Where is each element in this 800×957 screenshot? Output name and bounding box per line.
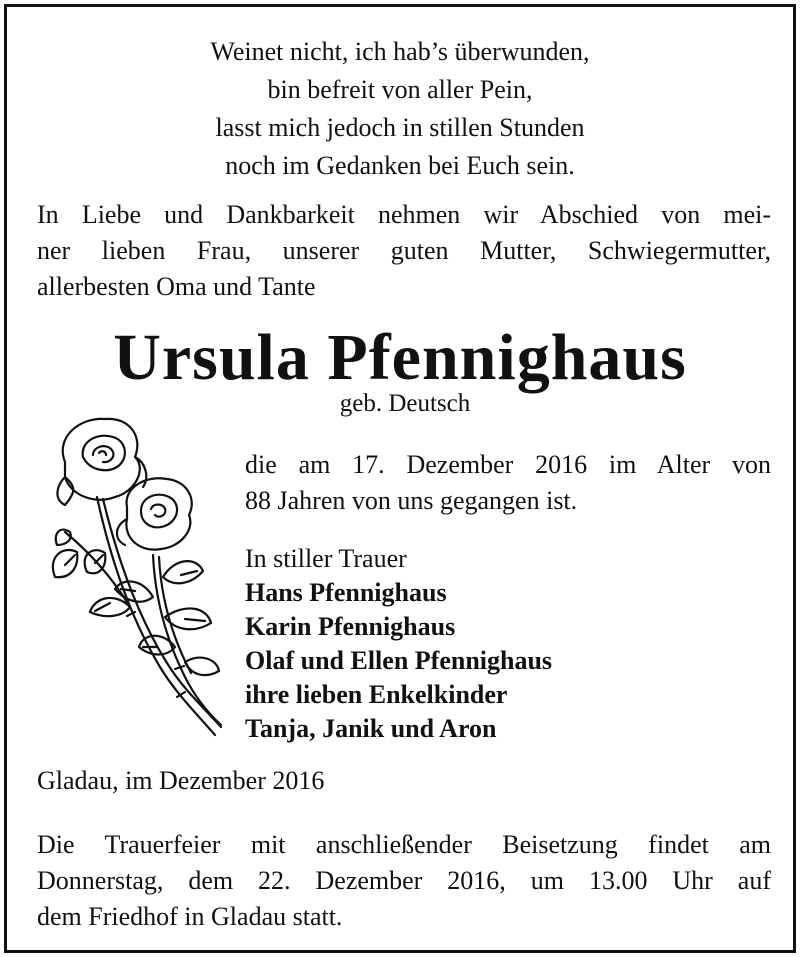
death-notice-line: die am 17. Dezember 2016 im Alter von [245,450,771,479]
death-notice-line: 88 Jahren von uns gegangen ist. [245,486,578,515]
roses-illustration [35,407,235,747]
funeral-line: Die Trauerfeier mit anschließender Beisetzung findet am [37,830,771,859]
mourners-list [245,542,765,746]
place-date: Gladau, im Dezember 2016 [37,766,325,795]
farewell-text [37,197,771,305]
poem-line: noch im Gedanken bei Euch sein. [225,151,575,180]
mourner-name: Olaf und Ellen Pfennighaus [245,646,553,675]
maiden-name: geb. Deutsch [339,390,471,417]
poem-verse [7,33,793,185]
farewell-line: In Liebe und Dankbarkeit nehmen wir Abschied von mei- [37,200,771,229]
poem-line: lasst mich jedoch in stillen Stunden [215,113,585,142]
funeral-line: Donnerstag, dem 22. Dezember 2016, um 13.00 Uhr auf [37,866,771,895]
farewell-line: allerbesten Oma und Tante [37,272,316,301]
mourner-name: Tanja, Janik und Aron [245,714,497,743]
mourner-name: Hans Pfennighaus [245,578,447,607]
obituary-notice [4,4,796,953]
poem-line: bin befreit von aller Pein, [267,75,533,104]
funeral-line: dem Friedhof in Gladau statt. [37,902,343,931]
deceased-name: Ursula Pfennighaus [113,321,687,394]
poem-line: Weinet nicht, ich hab’s überwunden, [210,37,590,66]
mourning-heading: In stiller Trauer [245,544,407,573]
mourner-name: ihre lieben Enkelkinder [245,680,508,709]
funeral-info [37,827,771,935]
mourner-name: Karin Pfennighaus [245,612,456,641]
farewell-line: ner lieben Frau, unserer guten Mutter, Schwiegermutter, [37,236,771,265]
death-notice [245,447,771,519]
